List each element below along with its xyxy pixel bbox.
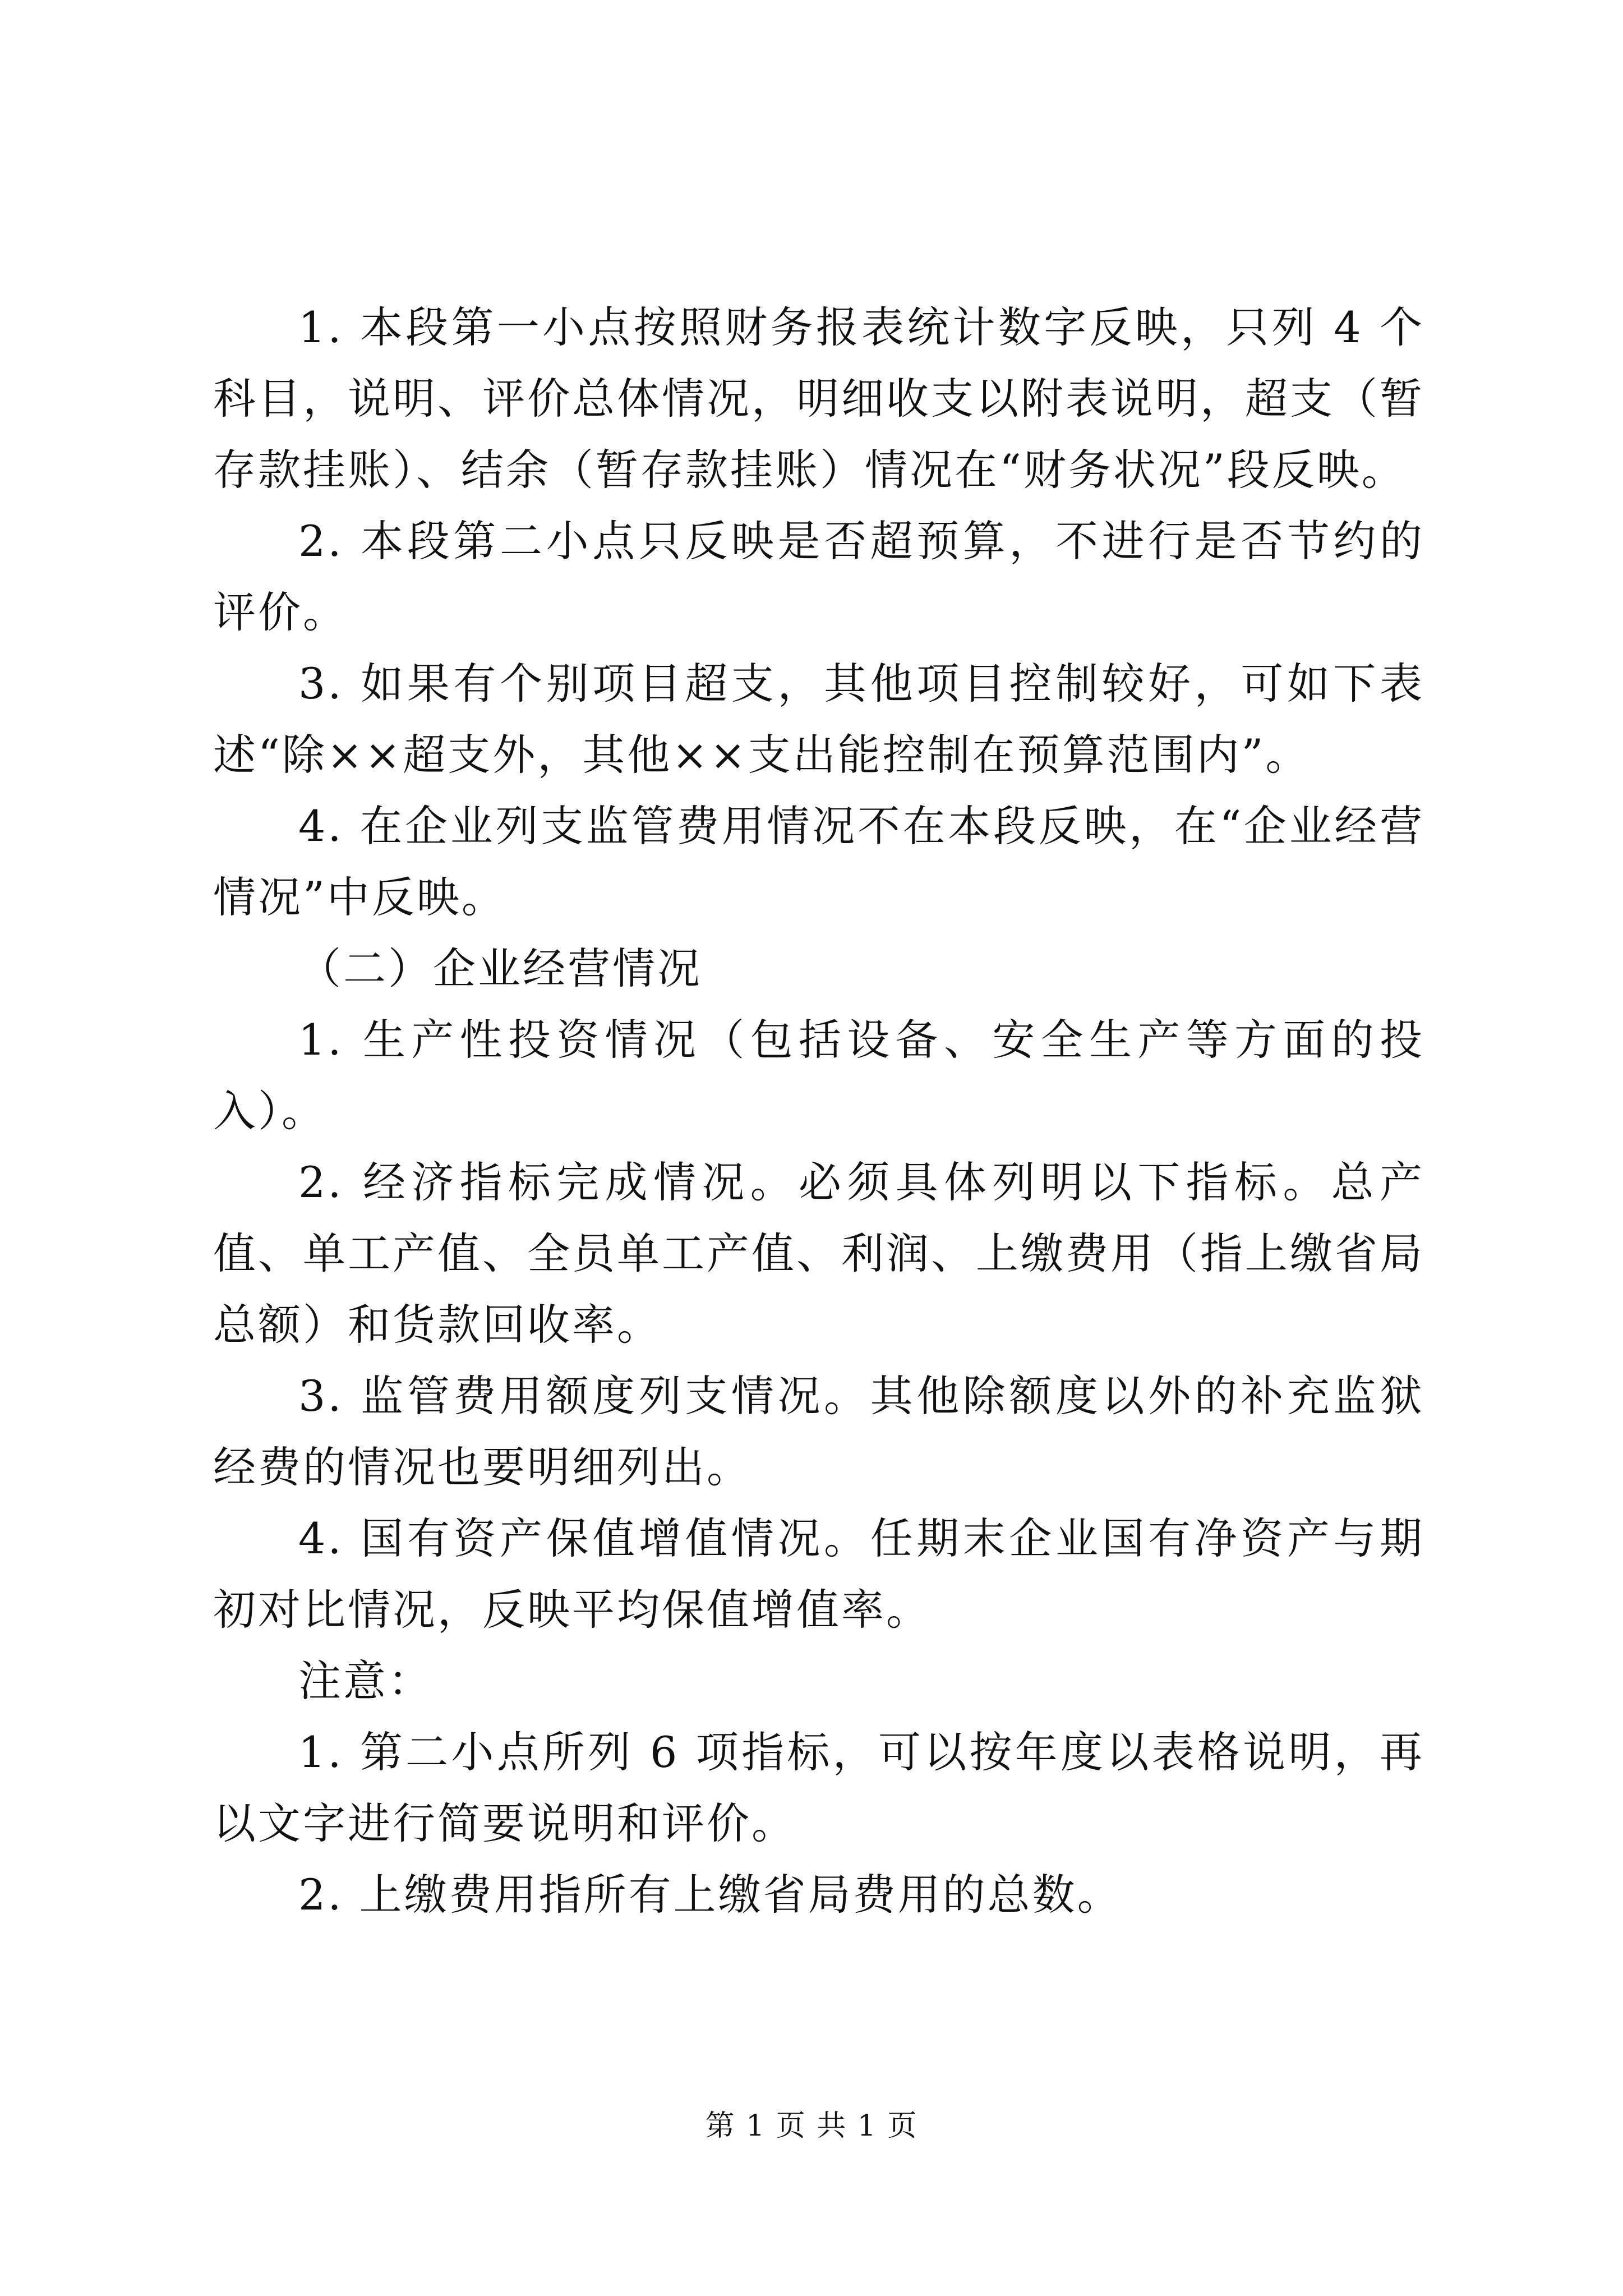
- note-paragraph-2: 2. 上缴费用指所有上缴省局费用的总数。: [298, 1870, 1122, 1920]
- note-paragraph-1: 1. 第二小点所列 6 项指标，可以按年度以表格说明，再以文字进行简要说明和评价。: [213, 1727, 1424, 1848]
- paragraph-3: 3. 如果有个别项目超支，其他项目控制较好，可如下表述“除××超支外，其他××支出能控制在预算范围内”。: [213, 659, 1424, 780]
- page-number-footer: 第 1 页 共 1 页: [705, 2109, 918, 2143]
- paragraph-1: 1. 本段第一小点按照财务报表统计数字反映，只列 4 个科目，说明、评价总体情况，明细收支以附表说明，超支（暂存款挂账）、结余（暂存款挂账）情况在“财务状况”段反映。: [213, 302, 1424, 495]
- section-heading: （二）企业经营情况: [298, 944, 702, 993]
- paragraph-8: 4. 国有资产保值增值情况。任期末企业国有净资产与期初对比情况，反映平均保值增值率。: [213, 1513, 1424, 1635]
- paragraph-5: 1. 生产性投资情况（包括设备、安全生产等方面的投入）。: [213, 1015, 1424, 1136]
- paragraph-4: 4. 在企业列支监管费用情况不在本段反映，在“企业经营情况”中反映。: [213, 801, 1424, 922]
- note-heading: 注意：: [298, 1656, 433, 1706]
- document-body: [213, 292, 1424, 1930]
- paragraph-7: 3. 监管费用额度列支情况。其他除额度以外的补充监狱经费的情况也要明细列出。: [213, 1371, 1424, 1492]
- paragraph-2: 2. 本段第二小点只反映是否超预算，不进行是否节约的评价。: [213, 516, 1424, 637]
- paragraph-6: 2. 经济指标完成情况。必须具体列明以下指标。总产值、单工产值、全员单工产值、利润、上缴费用（指上缴省局总额）和货款回收率。: [213, 1157, 1424, 1350]
